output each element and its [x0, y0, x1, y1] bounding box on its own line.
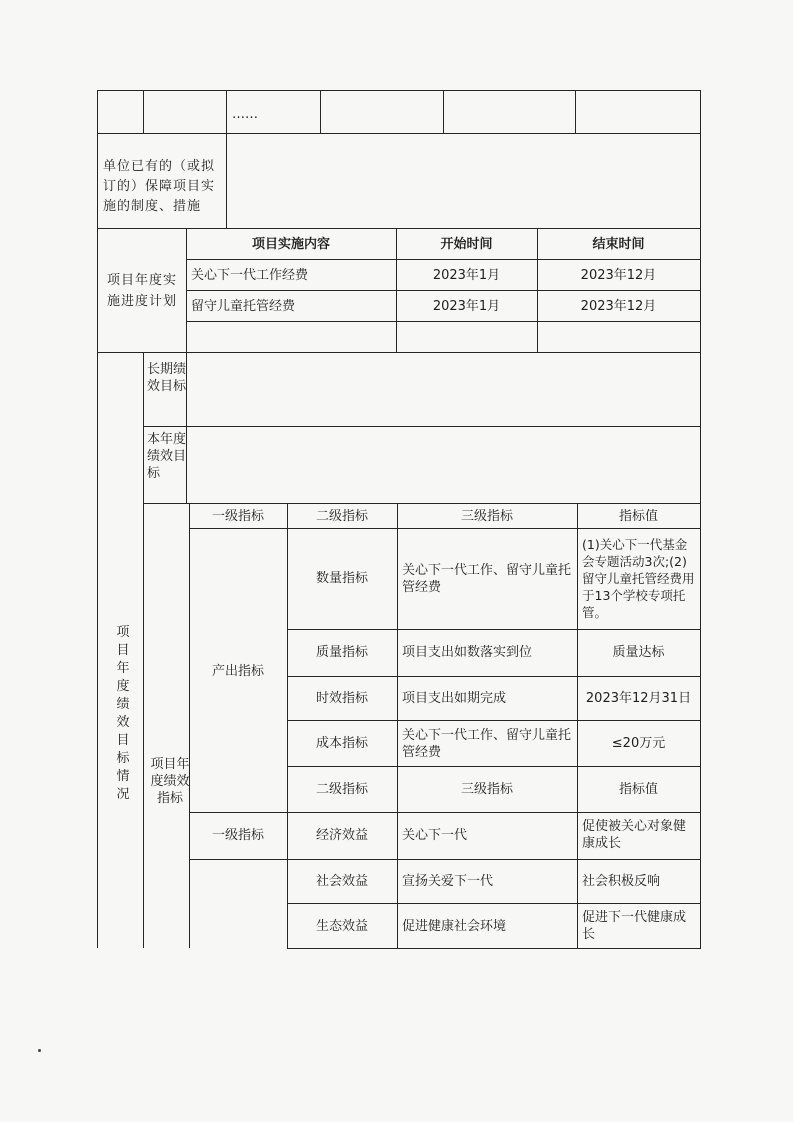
rule	[397, 503, 398, 948]
schedule-row-start: 2023年1月	[432, 299, 501, 314]
schedule-row-content: 留守儿童托管经费	[191, 299, 296, 314]
rule	[577, 503, 578, 948]
indicator-header-level1: 一级指标	[211, 509, 264, 524]
rule	[186, 321, 701, 322]
measures-label: 单位已有的（或拟订的）保障项目实施的制度、措施	[103, 159, 216, 214]
rule	[189, 812, 701, 813]
value-cell: 促进下一代健康成长	[582, 910, 687, 942]
rule	[97, 90, 98, 134]
rule	[97, 228, 701, 229]
indicator-header-level3: 三级指标	[460, 782, 513, 797]
rule	[287, 629, 701, 630]
schedule-row-end: 2023年12月	[580, 268, 657, 283]
rule	[443, 90, 444, 134]
rule	[143, 426, 701, 427]
level2-cell: 数量指标	[315, 571, 368, 586]
schedule-row-end: 2023年12月	[580, 299, 657, 314]
rule	[226, 90, 227, 134]
ellipsis-text: ……	[232, 107, 258, 122]
rule	[189, 859, 701, 860]
rule	[700, 133, 701, 229]
long-term-label: 长期绩效目标	[147, 362, 187, 394]
level2-cell: 社会效益	[315, 874, 368, 889]
rule	[97, 228, 98, 353]
level2-cell: 成本指标	[315, 736, 368, 751]
rule	[97, 352, 701, 353]
annual-label: 本年度绩效目标	[147, 432, 187, 481]
rule	[189, 528, 701, 529]
rule	[97, 133, 98, 229]
rule	[143, 503, 701, 504]
value-cell: 2023年12月31日	[585, 691, 692, 706]
rule	[287, 903, 701, 904]
schedule-header-start: 开始时间	[440, 237, 493, 252]
benefit-indicator-label: 一级指标	[211, 828, 264, 843]
indicator-header-level2: 二级指标	[315, 782, 368, 797]
level3-cell: 关心下一代工作、留守儿童托管经费	[402, 728, 572, 760]
level2-cell: 经济效益	[315, 828, 368, 843]
rule	[97, 133, 701, 134]
output-indicator-label: 产出指标	[211, 664, 264, 679]
rule	[186, 290, 701, 291]
schedule-row-content: 关心下一代工作经费	[191, 268, 309, 283]
indicator-header-value: 指标值	[618, 509, 658, 524]
rule	[97, 90, 701, 91]
rule	[287, 720, 701, 721]
rule	[186, 259, 701, 260]
level3-cell: 项目支出如期完成	[402, 691, 507, 706]
rule	[287, 676, 701, 677]
value-cell: 促使被关心对象健康成长	[582, 819, 687, 851]
level3-cell: 关心下一代	[402, 828, 468, 843]
rule	[320, 90, 321, 134]
rule	[189, 503, 190, 948]
scan-speck	[38, 1049, 41, 1052]
schedule-label: 项目年度实施进度计划	[106, 273, 177, 309]
indicator-header-level2: 二级指标	[315, 509, 368, 524]
rule	[700, 352, 701, 504]
level3-cell: 关心下一代工作、留守儿童托管经费	[402, 563, 572, 595]
level3-cell: 促进健康社会环境	[402, 919, 507, 934]
rule	[287, 766, 701, 767]
level3-cell: 宣扬关爱下一代	[402, 874, 494, 889]
rule	[226, 133, 227, 229]
level2-cell: 质量指标	[315, 645, 368, 660]
value-cell: (1)关心下一代基金会专题活动3次;(2)留守儿童托管经费用于13个学校专项托管。	[582, 537, 695, 620]
value-cell: 社会积极反响	[582, 874, 661, 889]
value-cell: ≤20万元	[611, 736, 666, 751]
level2-cell: 时效指标	[315, 691, 368, 706]
indicator-header-value: 指标值	[618, 782, 658, 797]
schedule-header-content: 项目实施内容	[251, 237, 330, 252]
value-cell: 质量达标	[612, 645, 665, 660]
rule	[700, 90, 701, 134]
rule	[143, 90, 144, 134]
schedule-header-end: 结束时间	[592, 237, 645, 252]
rule	[700, 503, 701, 948]
rule	[287, 948, 701, 949]
indicator-header-level3: 三级指标	[460, 509, 513, 524]
level3-cell: 项目支出如数落实到位	[402, 645, 533, 660]
indicators-label: 项目年度绩效指标	[150, 757, 190, 806]
rule	[97, 352, 98, 948]
level2-cell: 生态效益	[315, 919, 368, 934]
rule	[575, 90, 576, 134]
schedule-row-start: 2023年1月	[432, 268, 501, 283]
performance-outer-label: 项目年度绩效目标情况	[116, 625, 130, 802]
rule	[143, 352, 144, 948]
